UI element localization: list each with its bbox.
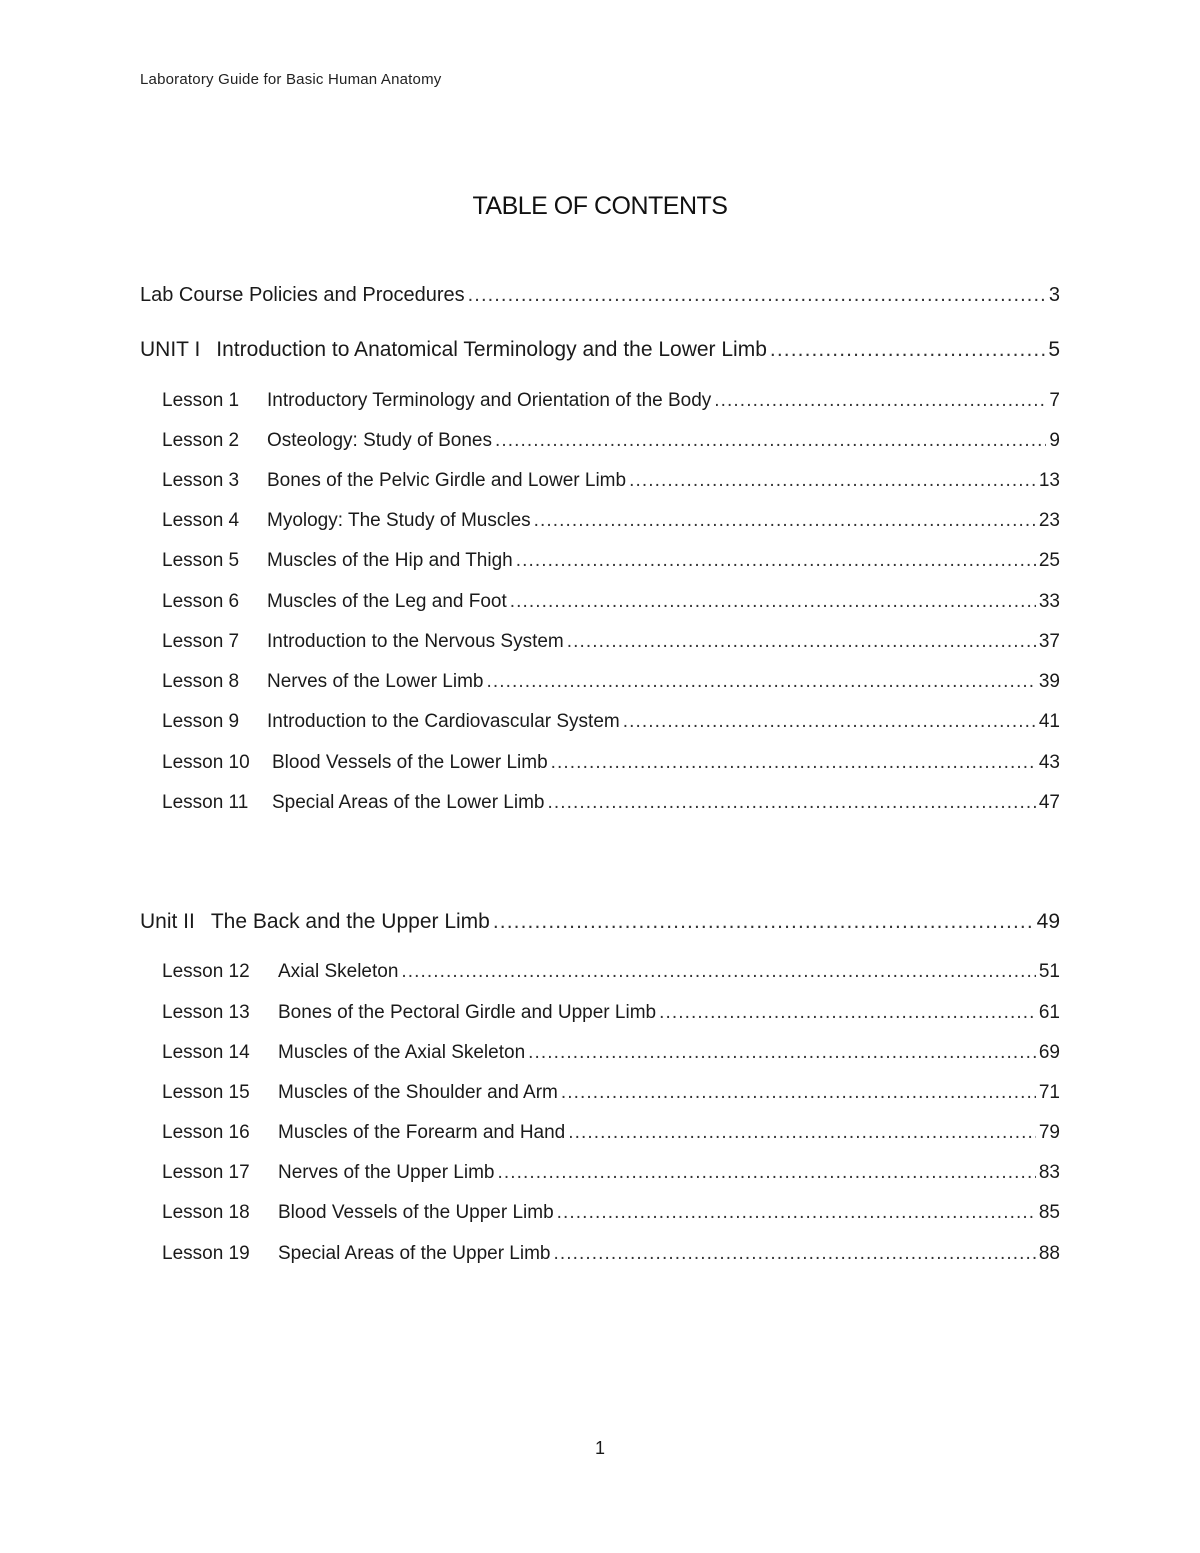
toc-page-number: 71 xyxy=(1038,1082,1060,1103)
lesson-title: Nerves of the Upper Limb xyxy=(278,1162,495,1183)
toc-page-number: 61 xyxy=(1038,1002,1060,1023)
toc-entry-unit-1[interactable] xyxy=(140,338,1060,362)
toc-page-number: 39 xyxy=(1038,671,1060,692)
toc-entry-lesson-16[interactable] xyxy=(162,1122,1060,1144)
lesson-title: Nerves of the Lower Limb xyxy=(267,671,484,692)
dot-leader xyxy=(487,671,1036,693)
toc-entry-lesson-18[interactable] xyxy=(162,1202,1060,1224)
toc-entry-lesson-5[interactable] xyxy=(162,550,1060,572)
lesson-title: Bones of the Pectoral Girdle and Upper Limb xyxy=(278,1002,657,1023)
lesson-number: Lesson 13 xyxy=(162,1002,250,1023)
lesson-number: Lesson 9 xyxy=(162,711,240,732)
toc-entry-policies[interactable] xyxy=(140,284,1060,307)
dot-leader xyxy=(534,510,1036,532)
toc-entry-lesson-10[interactable] xyxy=(162,752,1060,774)
lesson-number: Lesson 1 xyxy=(162,390,240,411)
dot-leader xyxy=(493,910,1034,934)
dot-leader xyxy=(714,390,1046,412)
dot-leader xyxy=(554,1243,1036,1265)
lesson-title: Muscles of the Hip and Thigh xyxy=(267,550,513,571)
dot-leader xyxy=(629,470,1036,492)
dot-leader xyxy=(551,752,1036,774)
lesson-number: Lesson 12 xyxy=(162,961,250,982)
unit-title: Introduction to Anatomical Terminology and the Lower Limb xyxy=(216,338,767,361)
toc-page-number: 88 xyxy=(1038,1243,1060,1264)
toc-entry-lesson-12[interactable] xyxy=(162,961,1060,983)
dot-leader xyxy=(770,338,1045,362)
dot-leader xyxy=(468,284,1046,307)
lesson-title: Muscles of the Forearm and Hand xyxy=(278,1122,566,1143)
running-header: Laboratory Guide for Basic Human Anatomy xyxy=(140,71,442,88)
lesson-number: Lesson 14 xyxy=(162,1042,250,1063)
toc-page-number: 9 xyxy=(1049,430,1060,451)
dot-leader xyxy=(516,550,1036,572)
dot-leader xyxy=(561,1082,1036,1104)
toc-page-number: 23 xyxy=(1038,510,1060,531)
toc-entry-lesson-15[interactable] xyxy=(162,1082,1060,1104)
lesson-title: Blood Vessels of the Upper Limb xyxy=(278,1202,554,1223)
toc-page-number: 49 xyxy=(1036,910,1060,933)
toc-entry-unit-2[interactable] xyxy=(140,910,1060,934)
unit-title: The Back and the Upper Limb xyxy=(210,910,490,933)
dot-leader xyxy=(548,792,1036,814)
lesson-title: Myology: The Study of Muscles xyxy=(267,510,531,531)
dot-leader xyxy=(401,961,1035,983)
dot-leader xyxy=(528,1042,1036,1064)
toc-page-number: 83 xyxy=(1038,1162,1060,1183)
dot-leader xyxy=(623,711,1036,733)
toc-entry-label: Lab Course Policies and Procedures xyxy=(140,284,465,306)
lesson-number: Lesson 8 xyxy=(162,671,240,692)
toc-page-number: 51 xyxy=(1038,961,1060,982)
lesson-title: Axial Skeleton xyxy=(278,961,399,982)
unit-number: Unit II xyxy=(140,910,195,933)
toc-page-number: 13 xyxy=(1038,470,1060,491)
toc-page-number: 5 xyxy=(1048,338,1060,361)
lesson-title: Introduction to the Cardiovascular System xyxy=(267,711,620,732)
toc-entry-lesson-7[interactable] xyxy=(162,631,1060,653)
toc-page-number: 43 xyxy=(1038,752,1060,773)
lesson-number: Lesson 17 xyxy=(162,1162,250,1183)
lesson-number: Lesson 2 xyxy=(162,430,240,451)
lesson-number: Lesson 10 xyxy=(162,752,250,773)
toc-entry-lesson-1[interactable] xyxy=(162,390,1060,412)
dot-leader xyxy=(659,1002,1036,1024)
toc-page-number: 79 xyxy=(1038,1122,1060,1143)
toc-entry-lesson-19[interactable] xyxy=(162,1243,1060,1265)
toc-page-number: 85 xyxy=(1038,1202,1060,1223)
toc-page-number: 25 xyxy=(1038,550,1060,571)
toc-entry-lesson-13[interactable] xyxy=(162,1002,1060,1024)
lesson-title: Special Areas of the Lower Limb xyxy=(272,792,545,813)
toc-entry-lesson-9[interactable] xyxy=(162,711,1060,733)
dot-leader xyxy=(557,1202,1036,1224)
lesson-number: Lesson 16 xyxy=(162,1122,250,1143)
dot-leader xyxy=(568,1122,1036,1144)
lesson-title: Muscles of the Leg and Foot xyxy=(267,591,507,612)
lesson-number: Lesson 19 xyxy=(162,1243,250,1264)
lesson-title: Blood Vessels of the Lower Limb xyxy=(272,752,548,773)
toc-entry-lesson-14[interactable] xyxy=(162,1042,1060,1064)
toc-entry-lesson-2[interactable] xyxy=(162,430,1060,452)
toc-page-number: 33 xyxy=(1038,591,1060,612)
page-number: 1 xyxy=(594,1438,605,1458)
lesson-number: Lesson 3 xyxy=(162,470,240,491)
toc-page-number: 47 xyxy=(1038,792,1060,813)
lesson-title: Introduction to the Nervous System xyxy=(267,631,564,652)
toc-page-number: 69 xyxy=(1038,1042,1060,1063)
lesson-title: Introductory Terminology and Orientation of the Body xyxy=(267,390,712,411)
toc-entry-lesson-17[interactable] xyxy=(162,1162,1060,1184)
lesson-title: Special Areas of the Upper Limb xyxy=(278,1243,551,1264)
lesson-number: Lesson 11 xyxy=(162,792,249,813)
lesson-number: Lesson 5 xyxy=(162,550,240,571)
toc-entry-lesson-3[interactable] xyxy=(162,470,1060,492)
toc-page-number: 41 xyxy=(1038,711,1060,732)
unit-number: UNIT I xyxy=(140,338,201,361)
dot-leader xyxy=(510,591,1036,613)
lesson-title: Muscles of the Shoulder and Arm xyxy=(278,1082,558,1103)
dot-leader xyxy=(495,430,1046,452)
toc-page-number: 37 xyxy=(1038,631,1060,652)
toc-entry-lesson-6[interactable] xyxy=(162,591,1060,613)
lesson-title: Osteology: Study of Bones xyxy=(267,430,492,451)
toc-page-number: 3 xyxy=(1048,284,1060,306)
lesson-number: Lesson 6 xyxy=(162,591,240,612)
toc-entry-lesson-4[interactable] xyxy=(162,510,1060,532)
toc-page-number: 7 xyxy=(1049,390,1060,411)
lesson-number: Lesson 7 xyxy=(162,631,240,652)
dot-leader xyxy=(498,1162,1036,1184)
lesson-title: Bones of the Pelvic Girdle and Lower Limb xyxy=(267,470,627,491)
toc-entry-lesson-11[interactable] xyxy=(162,792,1060,814)
lesson-number: Lesson 4 xyxy=(162,510,240,531)
lesson-number: Lesson 15 xyxy=(162,1082,250,1103)
toc-entry-lesson-8[interactable] xyxy=(162,671,1060,693)
lesson-number: Lesson 18 xyxy=(162,1202,250,1223)
toc-title: TABLE OF CONTENTS xyxy=(472,192,728,220)
lesson-title: Muscles of the Axial Skeleton xyxy=(278,1042,526,1063)
dot-leader xyxy=(567,631,1036,653)
